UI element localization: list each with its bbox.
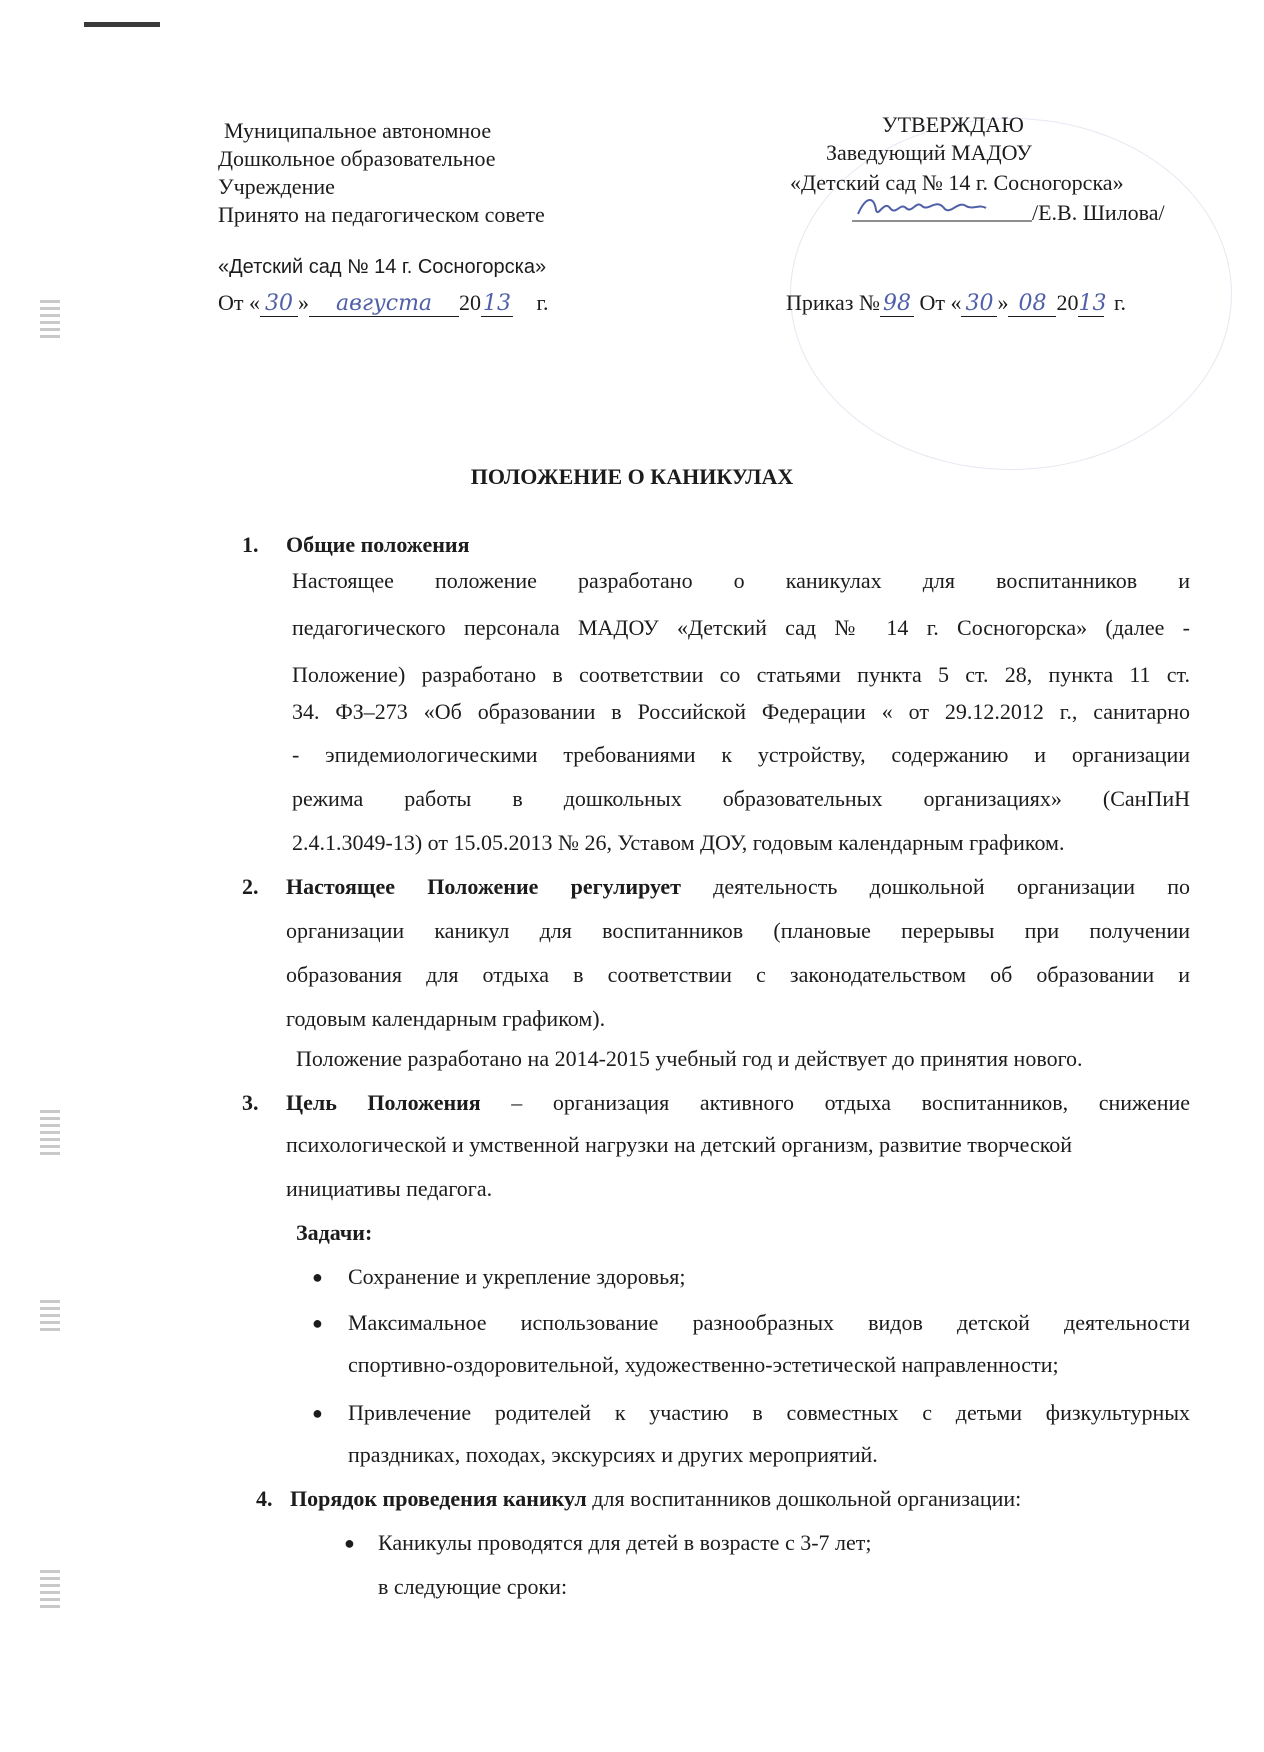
section-4-number: 4.	[256, 1486, 273, 1511]
scan-edge-mark	[84, 22, 160, 27]
kindergarten-name: «Детский сад № 14 г. Сосногорска»	[218, 256, 547, 278]
bullet-icon: ●	[312, 1403, 323, 1423]
section-1-heading: Общие положения	[286, 532, 470, 557]
section-1-line: - эпидемиологическими требованиями к устройству, содержанию и организации	[292, 742, 1190, 767]
section-1-line: педагогического персонала МАДОУ «Детский сад № 14 г. Сосногорска» (далее -	[292, 615, 1190, 640]
date-month: августа	[309, 292, 459, 317]
section-2-last-line: годовым календарным графиком).	[286, 1006, 606, 1031]
order-year: 13	[1078, 291, 1107, 316]
order-day: 30	[961, 292, 997, 317]
scan-edge-mark	[40, 1300, 60, 1335]
schedule-item: Каникулы проводятся для детей в возрасте с 3-7 лет;	[378, 1530, 872, 1555]
council-date: От « 30 » августа 2013 г.	[218, 290, 549, 316]
date-day: 30	[260, 292, 298, 317]
section-1-line: 34. ФЗ–273 «Об образовании в Российской Федерации « от 29.12.2012 г., санитарно	[292, 699, 1190, 724]
section-3-number: 3.	[242, 1090, 259, 1115]
order-month: 08	[1008, 292, 1056, 317]
scan-edge-mark	[40, 300, 60, 342]
section-4-lead: Порядок проведения каникул для воспитанников дошкольной организации:	[290, 1486, 1022, 1511]
section-2-number: 2.	[242, 874, 259, 899]
section-3-lead: Цель Положения – организация активного отдыха воспитанников, снижение	[286, 1090, 1191, 1115]
task-item: Привлечение родителей к участию в совместных с детьми физкультурных	[348, 1400, 1190, 1425]
section-3-line: психологической и умственной нагрузки на детский организм, развитие творческой	[286, 1132, 1073, 1157]
org-line-1: Муниципальное автономное	[224, 118, 492, 143]
section-1-line: Положение) разработано в соответствии со статьями пункта 5 ст. 28, пункта 11 ст.	[292, 662, 1190, 687]
date-year: 13	[483, 291, 512, 316]
task-item-continued: праздниках, походах, экскурсиях и других мероприятий.	[348, 1442, 878, 1467]
approve-label: УТВЕРЖДАЮ	[882, 112, 1024, 137]
scan-edge-mark	[40, 1110, 60, 1159]
task-item: Сохранение и укрепление здоровья;	[348, 1264, 686, 1289]
section-2-line: организации каникул для воспитанников (плановые перерывы при получении	[286, 918, 1190, 943]
task-item-continued: спортивно-оздоровительной, художественно-эстетической направленности;	[348, 1352, 1059, 1377]
bullet-icon: ●	[312, 1313, 323, 1333]
schedule-item-continued: в следующие сроки:	[378, 1574, 568, 1599]
scan-edge-mark	[40, 1570, 60, 1612]
section-3-line: инициативы педагога.	[286, 1176, 493, 1201]
task-item: Максимальное использование разнообразных видов детской деятельности	[348, 1310, 1190, 1335]
approval-council-line: Принято на педагогическом совете	[218, 202, 545, 227]
section-1-line: режима работы в дошкольных образовательных организациях» (СанПиН	[292, 786, 1190, 811]
head-name: /Е.В. Шилова/	[1032, 200, 1165, 225]
tasks-heading: Задачи:	[296, 1220, 373, 1245]
head-position: Заведующий МАДОУ	[826, 140, 1032, 165]
section-1-number: 1.	[242, 532, 259, 557]
head-org: «Детский сад № 14 г. Сосногорска»	[790, 170, 1124, 195]
section-2-lead: Настоящее Положение регулирует деятельность дошкольной организации по	[286, 874, 1190, 899]
org-line-3: Учреждение	[218, 174, 335, 199]
document-title: ПОЛОЖЕНИЕ О КАНИКУЛАХ	[470, 464, 794, 489]
section-1-line: Настоящее положение разработано о каникулах для воспитанников и	[292, 568, 1190, 593]
signature	[852, 190, 1042, 224]
order-number: 98	[880, 292, 914, 317]
bullet-icon: ●	[312, 1267, 323, 1287]
bullet-icon: ●	[344, 1533, 355, 1553]
order-line: Приказ № 98 От « 30 » 08 2013 г.	[786, 290, 1127, 316]
org-line-2: Дошкольное образовательное	[218, 146, 496, 171]
section-2-note: Положение разработано на 2014-2015 учебный год и действует до принятия нового.	[296, 1046, 1083, 1071]
section-2-line: образования для отдыха в соответствии с законодательством об образовании и	[286, 962, 1190, 987]
section-1-last-line: 2.4.1.3049-13) от 15.05.2013 № 26, Уставом ДОУ, годовым календарным графиком.	[292, 830, 1065, 855]
